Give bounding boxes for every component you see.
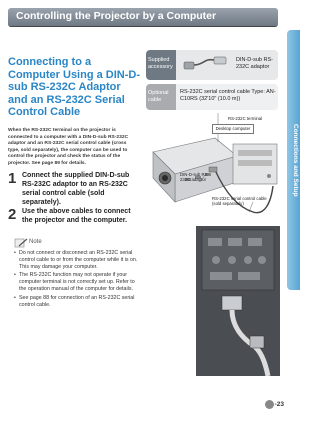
desktop-computer-illustration [233,144,277,184]
optional-cable-label: Optional cable [146,84,176,110]
section-heading: Connecting to a Computer Using a DIN-D-sub RS-232C Adaptor and an RS-232C Serial Control Cable [8,56,140,118]
page-number-text: -23 [274,401,284,409]
note-list [14,250,138,310]
desktop-computer-callout: Desktop computer [212,124,254,134]
step-number: 1 [8,170,17,187]
optional-cable-box [146,84,278,110]
supplied-accessory-label: Supplied accessory [146,50,176,80]
step-2 [8,206,138,232]
optional-cable-body [176,84,278,110]
din-adaptor-icon [182,54,230,76]
serial-cable-callout: RS-232C serial control cable (sold separately) [212,196,267,206]
note-item: • Do not connect or disconnect an RS-232C serial control cable to or from the computer while it is on. This may damage your computer. [14,250,138,270]
note-pencil-icon [14,238,28,248]
page-title: Controlling the Projector by a Computer [16,10,217,22]
note-item: • The RS-232C function may not operate if your computer terminal is not correctly set up. Refer to the operation manual of the computer for details. [14,272,138,292]
section-intro: When the RS-232C terminal on the projector is connected to a computer with a DIN-D-sub RS-232C adaptor and an RS-232C serial control cable (cross type, sold separately), the computer can be used to control the projector and check the status of the projector. See page 89 for details. [8,128,129,166]
supplied-accessory-box [146,50,278,80]
rs232c-terminal-callout: RS-232C terminal [228,116,263,121]
projector-illustration [153,138,237,202]
step-text: Use the above cables to connect the projector and the computer. [22,208,131,224]
step-1 [8,170,138,204]
page-header [8,8,278,26]
supplied-accessory-body [176,50,278,80]
page-circle-icon [265,400,274,409]
photo-connection-illustration [196,226,280,376]
note-item: • See page 88 for connection of an RS-232C serial control cable. [14,295,138,309]
din-adaptor-callout: DIN-D-sub RS-232C adaptor [180,172,209,182]
optional-cable-text: RS-232C serial control cable Type: AN-C10RS (32'10" (10.0 m)) [180,89,276,102]
page-number [265,400,284,409]
note-label: Note [29,239,42,245]
step-text: Connect the supplied DIN-D-sub RS-232C adaptor to an RS-232C serial control cable (sold separately). [22,172,130,206]
chapter-side-tab [287,30,300,290]
step-number: 2 [8,206,17,223]
chapter-tab-label: Connections and Setup [292,123,299,197]
supplied-accessory-text: DIN-D-sub RS-232C adaptor [236,57,273,70]
